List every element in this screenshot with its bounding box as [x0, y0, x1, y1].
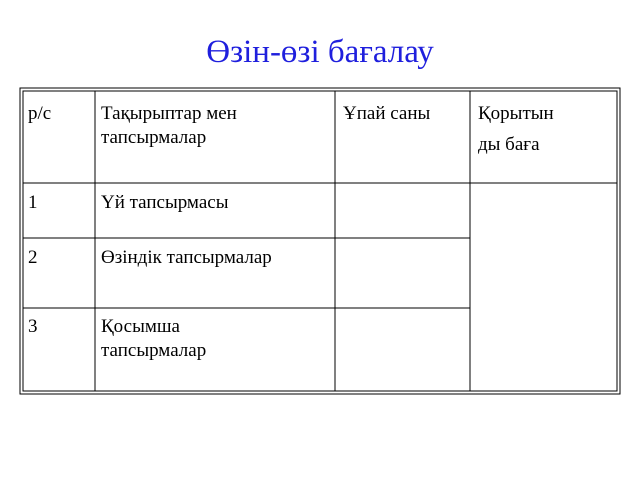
header-tasks-line-2: тапсырмалар	[101, 127, 207, 148]
header-final-line-2: ды баға	[478, 134, 540, 155]
row-3-number: 3	[28, 316, 38, 337]
header-number: р/с	[28, 103, 52, 124]
header-tasks	[101, 102, 237, 150]
row-3-task-line-2: тапсырмалар	[101, 340, 207, 361]
page-title: Өзін-өзі бағалау	[206, 34, 434, 70]
header-tasks-line-1: Тақырыптар мен	[101, 103, 237, 124]
row-3-task-line-1: Қосымша	[101, 316, 180, 337]
header-score: Ұпай саны	[343, 103, 431, 124]
row-1-task: Үй тапсырмасы	[101, 192, 229, 213]
header-final-grade	[478, 102, 554, 157]
row-2-task: Өзіндік тапсырмалар	[101, 247, 272, 268]
row-3-task	[101, 315, 206, 363]
row-1-number: 1	[28, 192, 38, 213]
header-final-line-1: Қорытын	[478, 103, 554, 124]
row-2-number: 2	[28, 247, 38, 268]
